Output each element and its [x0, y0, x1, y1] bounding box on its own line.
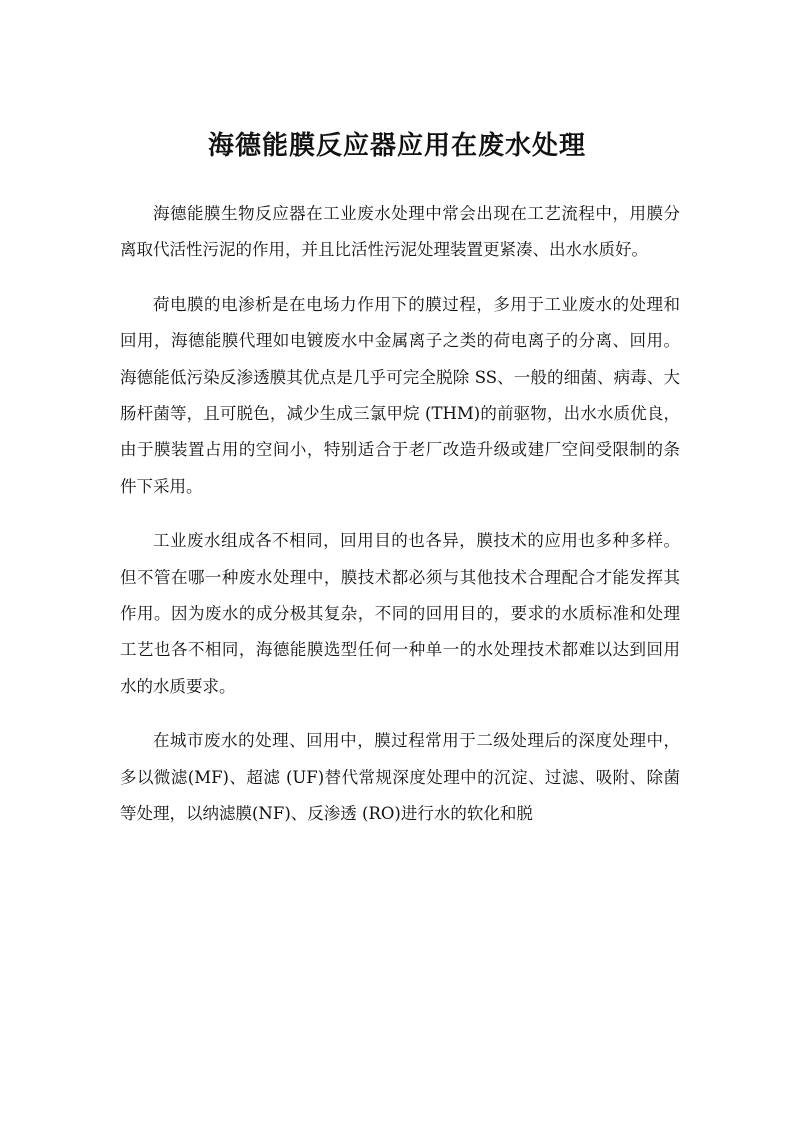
paragraph-4: 在城市废水的处理、回用中，膜过程常用于二级处理后的深度处理中， 多以微滤(MF)、超滤 (UF)替代常规深度处理中的沉淀、过滤、吸附、除菌等处理，以纳滤膜(NF)、反渗透 (RO)进行水的软化和脱: [120, 731, 680, 824]
document-title: 海德能膜反应器应用在废水处理: [207, 131, 586, 161]
paragraph-2: 荷电膜的电渗析是在电场力作用下的膜过程，多用于工业废水的处理和回用，海德能膜代理如电镀废水中金属离子之类的荷电离子的分离、回用。海德能低污染反渗透膜其优点是几乎可完全脱除 SS、一般的细菌、病毒、大肠杆菌等，且可脱色，减少生成三氯甲烷 (THM)的前驱物，出水水质优良，由于膜装置占用的空间小，特别适合于老厂改造升级或建厂空间受限制的条件下采用。: [120, 294, 680, 496]
document-body: [120, 196, 680, 851]
paragraph-3: 工业废水组成各不相同，回用目的也各异，膜技术的应用也多种多样。但不管在哪一种废水处理中，膜技术都必须与其他技术合理配合才能发挥其作用。因为废水的成分极其复杂，不同的回用目的，要求的水质标准和处理工艺也各不相同，海德能膜选型任何一种单一的水处理技术都难以达到回用水的水质要求。: [120, 531, 680, 696]
paragraph-1: 海德能膜生物反应器在工业废水处理中常会出现在工艺流程中，用膜分离取代活性污泥的作用，并且比活性污泥处理装置更紧凑、出水水质好。: [120, 204, 680, 260]
